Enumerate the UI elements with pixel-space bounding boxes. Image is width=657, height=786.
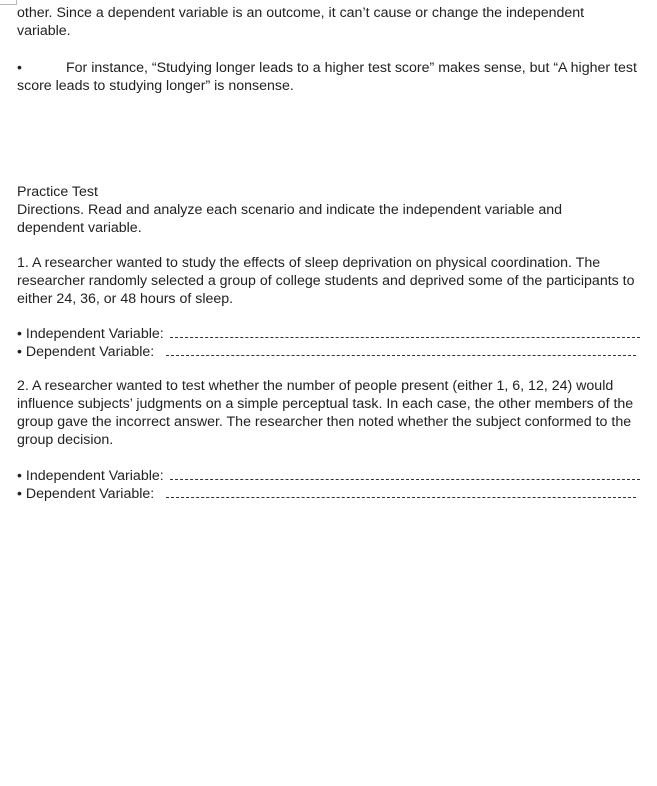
question-1-dependent-answer-field[interactable] xyxy=(166,355,636,356)
question-1-dependent-row xyxy=(17,343,636,361)
dependent-variable-label: • Dependent Variable: xyxy=(17,344,155,360)
directions-label: Directions. xyxy=(17,202,85,218)
question-1-text: 1. A researcher wanted to study the effects of sleep deprivation on physical coordination. The researcher randomly selected a group of college students and deprived some of the participants to either 24, 36, or 48 hours of sleep. xyxy=(17,255,635,307)
question-2-text: 2. A researcher wanted to test whether the number of people present (either 1, 6, 12, 24) would influence subjects’ judgments on a simple perceptual task. In each case, the other members of the group gave the incorrect answer. The researcher then noted whether the subject conformed to the group decision. xyxy=(17,378,634,448)
question-2-independent-answer-field[interactable] xyxy=(170,479,640,480)
question-2-dependent-row xyxy=(17,485,636,503)
example-bullet xyxy=(17,59,643,95)
practice-test-title: Practice Test xyxy=(17,184,98,200)
question-1-independent-answer-field[interactable] xyxy=(170,337,640,338)
intro-paragraph: other. Since a dependent variable is an outcome, it can’t cause or change the independent variable. xyxy=(17,5,585,39)
example-bullet-text: For instance, “Studying longer leads to a higher test score” makes sense, but “A higher test score leads to studying longer” is nonsense. xyxy=(17,60,637,94)
question-2-independent-row xyxy=(17,467,640,485)
question-1-independent-row xyxy=(17,325,640,343)
page-corner-mark xyxy=(0,0,17,5)
independent-variable-label: • Independent Variable: xyxy=(17,326,164,342)
directions-paragraph xyxy=(17,201,607,237)
directions-text: Read and analyze each scenario and indicate the independent variable and dependent variable. xyxy=(17,202,563,236)
question-2-dependent-answer-field[interactable] xyxy=(166,497,636,498)
independent-variable-label: • Independent Variable: xyxy=(17,468,164,484)
bullet-marker: • xyxy=(17,60,22,76)
dependent-variable-label: • Dependent Variable: xyxy=(17,486,155,502)
